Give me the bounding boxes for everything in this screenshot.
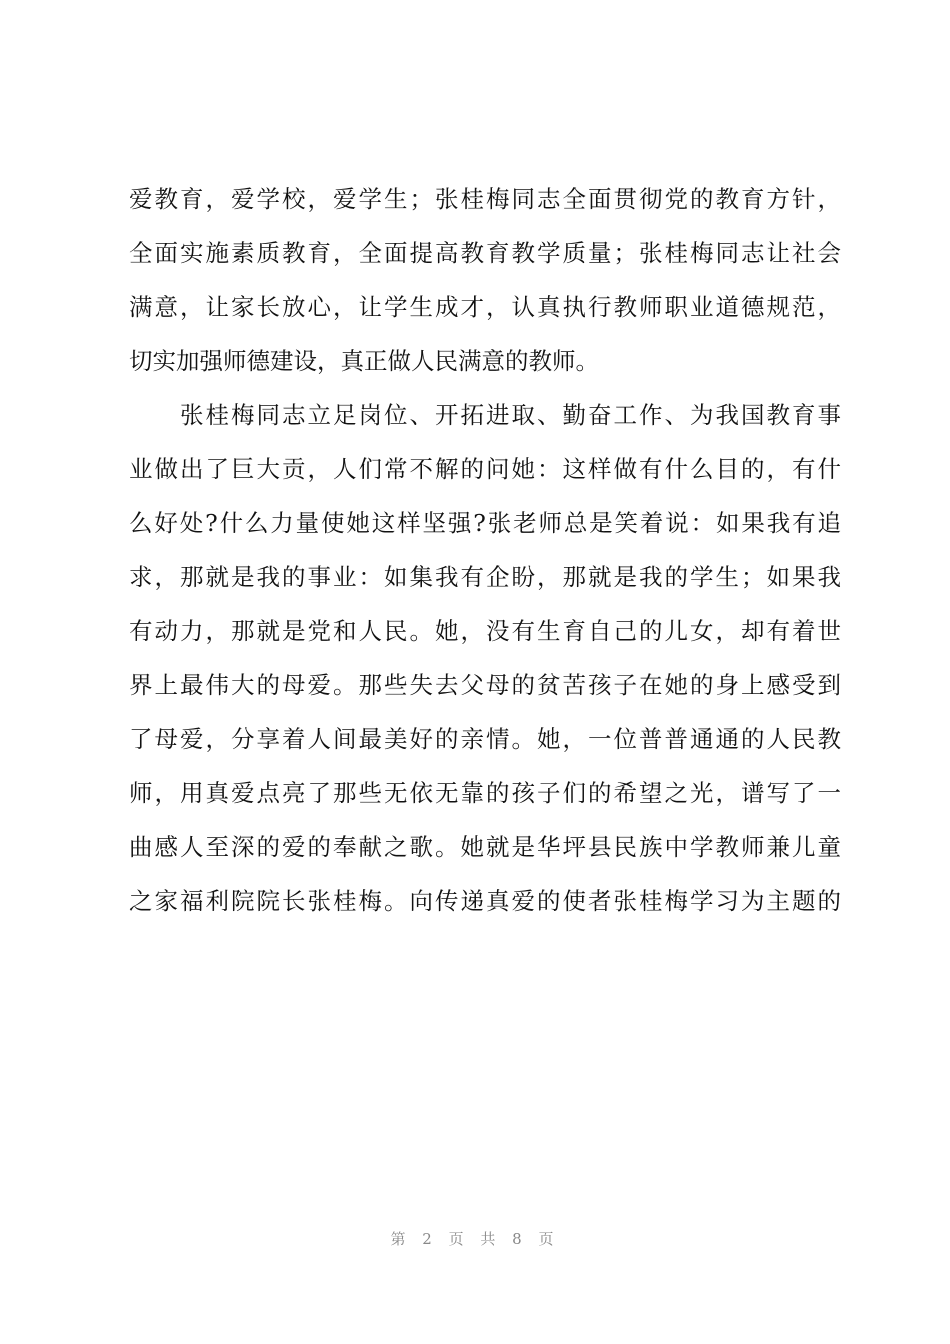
page-number-footer: 第 2 页 共 8 页 (390, 1230, 560, 1248)
text-line: 全面实施素质教育，全面提高教育教学质量；张桂梅同志让社会 (129, 239, 841, 267)
text-line: 界上最伟大的母爱。那些失去父母的贫苦孩子在她的身上感受到 (129, 671, 841, 699)
text-line: 么好处?什么力量使她这样坚强?张老师总是笑着说：如果我有追 (129, 509, 841, 537)
text-line: 张桂梅同志立足岗位、开拓进取、勤奋工作、为我国教育事 (129, 401, 841, 429)
text-line: 有动力，那就是党和人民。她，没有生育自己的儿女，却有着世 (129, 617, 841, 645)
text-line: 了母爱，分享着人间最美好的亲情。她，一位普普通通的人民教 (129, 725, 841, 753)
body-text (129, 172, 841, 928)
text-line: 曲感人至深的爱的奉献之歌。她就是华坪县民族中学教师兼儿童 (129, 833, 841, 861)
text-line: 满意，让家长放心，让学生成才，认真执行教师职业道德规范， (129, 293, 841, 321)
text-line: 切实加强师德建设，真正做人民满意的教师。 (129, 347, 599, 375)
text-line: 爱教育，爱学校，爱学生；张桂梅同志全面贯彻党的教育方针， (129, 185, 841, 213)
text-line: 业做出了巨大贡，人们常不解的问她：这样做有什么目的，有什 (129, 455, 841, 483)
text-line: 求，那就是我的事业：如集我有企盼，那就是我的学生；如果我 (129, 563, 841, 591)
text-line: 之家福利院院长张桂梅。向传递真爱的使者张桂梅学习为主题的 (129, 887, 841, 915)
text-line: 师，用真爱点亮了那些无依无靠的孩子们的希望之光，谱写了一 (129, 779, 841, 807)
